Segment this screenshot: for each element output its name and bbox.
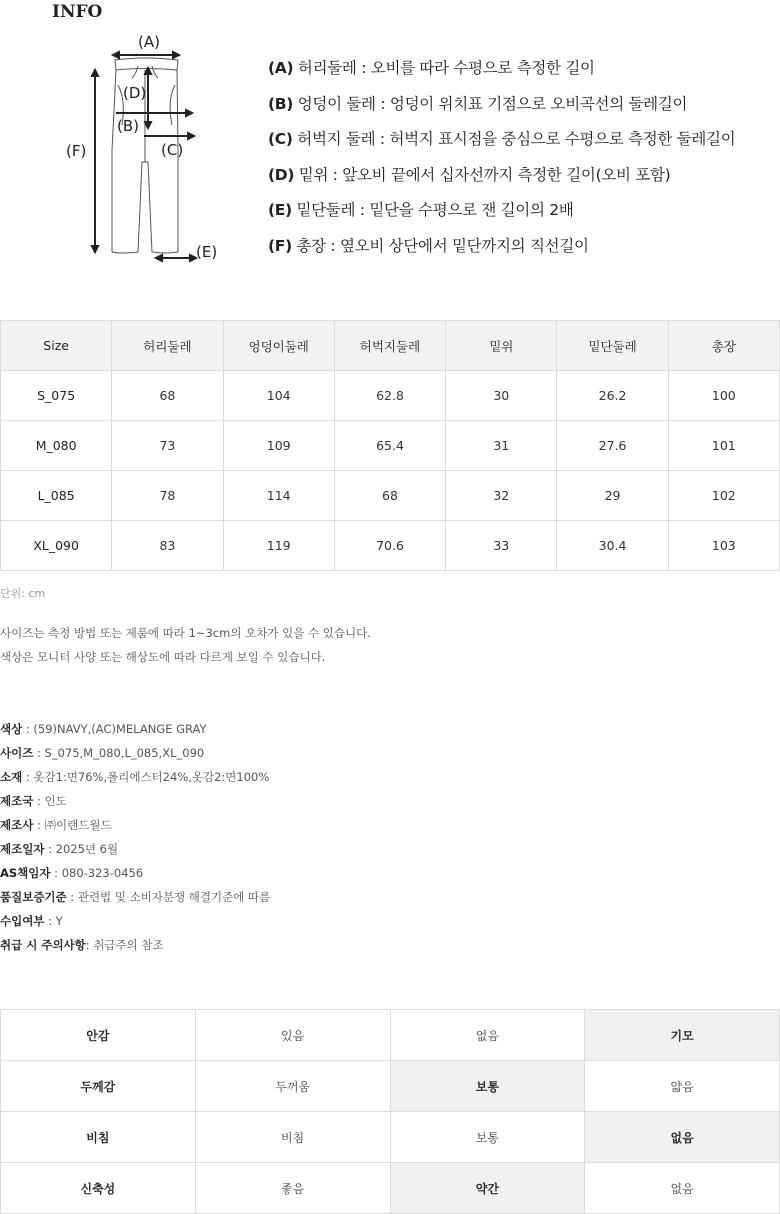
table-cell: 30: [446, 371, 557, 421]
note-line: 색상은 모니터 사양 또는 해상도에 따라 다르게 보일 수 있습니다.: [0, 650, 326, 664]
table-cell: 100: [668, 371, 779, 421]
feel-option-selected: 기모: [585, 1010, 780, 1061]
table-row: [1, 371, 780, 421]
feel-row: [1, 1010, 780, 1061]
size-table-header-row: [1, 321, 780, 371]
table-cell: 26.2: [557, 371, 668, 421]
feel-option: 보통: [390, 1112, 585, 1163]
table-cell: 33: [446, 521, 557, 571]
header-thigh: 허벅지둘레: [334, 321, 445, 371]
header-rise: 밑위: [446, 321, 557, 371]
table-cell: 114: [223, 471, 334, 521]
note-line: 사이즈는 측정 방법 또는 제품에 따라 1~3cm의 오차가 있을 수 있습니다.: [0, 626, 371, 640]
feel-option-selected: 보통: [390, 1061, 585, 1112]
size-cell: XL_090: [1, 521, 112, 571]
table-cell: 31: [446, 421, 557, 471]
size-table: [0, 320, 780, 571]
table-cell: 70.6: [334, 521, 445, 571]
spec-row: 제조일자 : 2025년 6월: [0, 842, 119, 856]
feel-row-label: 안감: [1, 1010, 196, 1061]
feel-option: 없음: [585, 1163, 780, 1214]
table-cell: 29: [557, 471, 668, 521]
table-cell: 62.8: [334, 371, 445, 421]
table-cell: 102: [668, 471, 779, 521]
table-cell: 68: [112, 371, 223, 421]
spec-row: 취급 시 주의사항: 취급주의 참조: [0, 938, 164, 952]
table-cell: 103: [668, 521, 779, 571]
legend-item: (F) 총장 : 옆오비 상단에서 밑단까지의 직선길이: [268, 236, 589, 255]
header-length: 총장: [668, 321, 779, 371]
feel-option: 비침: [195, 1112, 390, 1163]
legend-item: (D) 밑위 : 앞오비 끝에서 십자선까지 측정한 길이(오비 포함): [268, 165, 671, 184]
table-cell: 68: [334, 471, 445, 521]
spec-row: 색상 : (59)NAVY,(AC)MELANGE GRAY: [0, 722, 207, 736]
diagram-label-e: (E): [196, 243, 218, 261]
diagram-label-f: (F): [66, 142, 87, 160]
table-cell: 32: [446, 471, 557, 521]
spec-row: 제조국 : 인도: [0, 794, 67, 808]
product-specs: [0, 720, 270, 960]
feel-row-label: 비침: [1, 1112, 196, 1163]
feel-option: 있음: [195, 1010, 390, 1061]
spec-row: AS책임자 : 080-323-0456: [0, 866, 144, 880]
feel-option: 얇음: [585, 1061, 780, 1112]
size-notes: [0, 624, 371, 672]
spec-row: 수입여부 : Y: [0, 914, 63, 928]
table-cell: 109: [223, 421, 334, 471]
feel-option-selected: 약간: [390, 1163, 585, 1214]
table-cell: 104: [223, 371, 334, 421]
size-cell: S_075: [1, 371, 112, 421]
header-hem: 밑단둘레: [557, 321, 668, 371]
unit-note: 단위: cm: [0, 587, 46, 600]
spec-row: 품질보증기준 : 관련법 및 소비자분쟁 해결기준에 따름: [0, 890, 271, 904]
table-cell: 73: [112, 421, 223, 471]
table-cell: 101: [668, 421, 779, 471]
spec-row: 사이즈 : S_075,M_080,L_085,XL_090: [0, 746, 205, 760]
legend-item: (C) 허벅지 둘레 : 허벅지 표시점을 중심으로 수평으로 측정한 둘레길이: [268, 130, 736, 148]
feel-option: 두꺼움: [195, 1061, 390, 1112]
size-cell: M_080: [1, 421, 112, 471]
feel-option: 좋음: [195, 1163, 390, 1214]
measurement-legend: [268, 56, 735, 269]
table-row: [1, 421, 780, 471]
fabric-feel-table: [0, 1009, 780, 1214]
diagram-label-d: (D): [123, 84, 147, 102]
size-cell: L_085: [1, 471, 112, 521]
table-cell: 119: [223, 521, 334, 571]
pants-diagram: [60, 30, 230, 270]
table-cell: 78: [112, 471, 223, 521]
feel-row-label: 두께감: [1, 1061, 196, 1112]
legend-item: (B) 엉덩이 둘레 : 엉덩이 위치표 기점으로 오비곡선의 둘레길이: [268, 94, 688, 113]
table-cell: 27.6: [557, 421, 668, 471]
header-hip: 엉덩이둘레: [223, 321, 334, 371]
table-cell: 83: [112, 521, 223, 571]
feel-row: [1, 1163, 780, 1214]
header-waist: 허리둘레: [112, 321, 223, 371]
diagram-label-a: (A): [138, 33, 160, 51]
feel-row: [1, 1112, 780, 1163]
header-size: Size: [1, 321, 112, 371]
legend-item: (E) 밑단둘레 : 밑단을 수평으로 잰 길이의 2배: [268, 201, 574, 219]
feel-row: [1, 1061, 780, 1112]
feel-option: 없음: [390, 1010, 585, 1061]
diagram-label-b: (B): [117, 117, 139, 135]
table-cell: 30.4: [557, 521, 668, 571]
feel-option-selected: 없음: [585, 1112, 780, 1163]
spec-row: 소재 : 옷감1:면76%,폴리에스터24%,옷감2:면100%: [0, 770, 270, 784]
table-row: [1, 471, 780, 521]
table-cell: 65.4: [334, 421, 445, 471]
table-row: [1, 521, 780, 571]
legend-item: (A) 허리둘레 : 오비를 따라 수평으로 측정한 길이: [268, 59, 595, 77]
feel-row-label: 신축성: [1, 1163, 196, 1214]
info-title: INFO: [52, 2, 103, 22]
diagram-label-c: (C): [161, 141, 184, 159]
spec-row: 제조사 : ㈜이랜드월드: [0, 818, 112, 832]
